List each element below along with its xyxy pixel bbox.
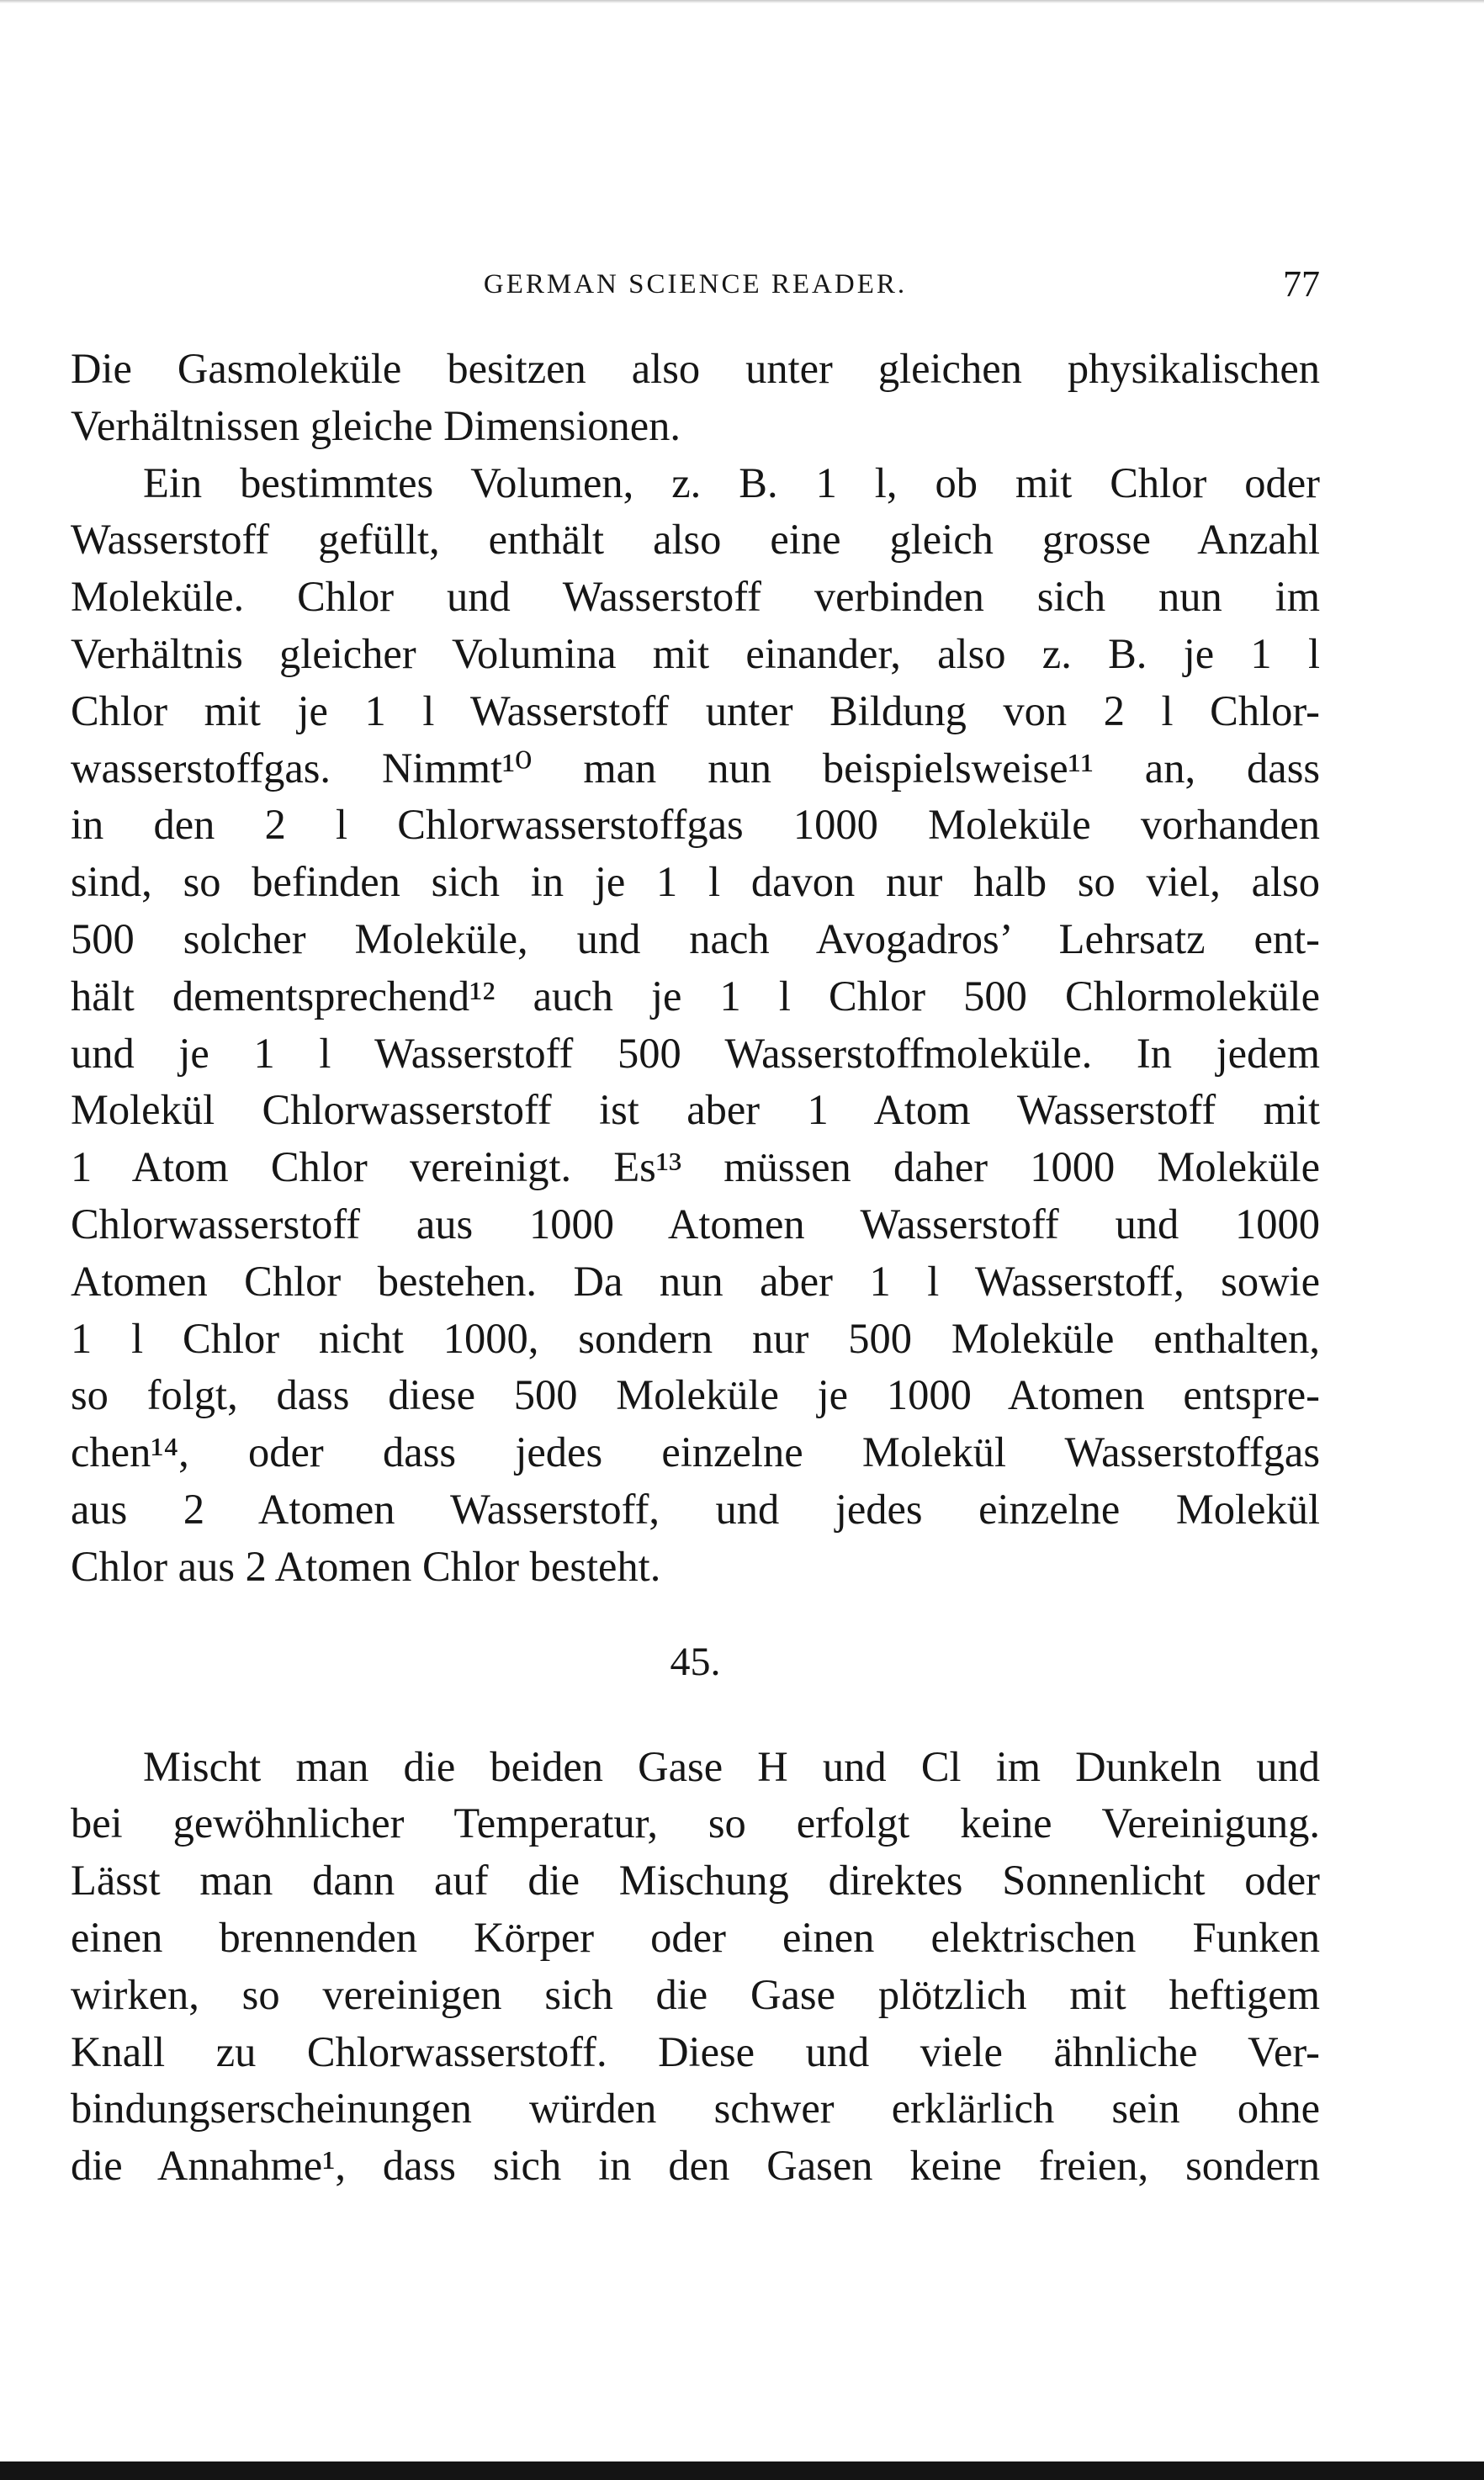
text-line: und je 1 l Wasserstoff 500 Wasserstoffmoleküle. In jedem	[71, 1029, 1320, 1077]
text-line: die Annahme¹, dass sich in den Gasen keine freien, sondern	[71, 2142, 1320, 2190]
paragraph-1	[71, 341, 1320, 455]
text-line: Molekül Chlorwasserstoff ist aber 1 Atom Wasserstoff mit	[71, 1086, 1320, 1134]
section-number: 45.	[670, 1639, 721, 1684]
text-line: Moleküle. Chlor und Wasserstoff verbinden sich nun im	[71, 573, 1320, 621]
text-line: chen¹⁴, oder dass jedes einzelne Molekül Wasserstoffgas	[71, 1428, 1320, 1476]
text-line: Knall zu Chlorwasserstoff. Diese und viele ähnliche Ver-	[71, 2027, 1320, 2075]
text-line: Atomen Chlor bestehen. Da nun aber 1 l Wasserstoff, sowie	[71, 1257, 1320, 1305]
text-line: 500 solcher Moleküle, und nach Avogadros’ Lehrsatz ent-	[71, 914, 1320, 962]
text-line: Chlor mit je 1 l Wasserstoff unter Bildung von 2 l Chlor-	[71, 686, 1320, 734]
page-top-edge	[0, 0, 1484, 3]
page-header	[71, 262, 1320, 313]
text-line: Die Gasmoleküle besitzen also unter gleichen physikalischen	[71, 345, 1320, 392]
text-line: Verhältnis gleicher Volumina mit einander, also z. B. je 1 l	[71, 629, 1320, 677]
text-line: Verhältnissen gleiche Dimensionen.	[71, 401, 681, 449]
page-bottom-edge	[0, 2461, 1484, 2480]
paragraph-3	[71, 1739, 1320, 2195]
text-line: so folgt, dass diese 500 Moleküle je 1000 Atomen entspre-	[71, 1371, 1320, 1419]
text-line: Chlor aus 2 Atomen Chlor besteht.	[71, 1542, 661, 1590]
text-line: Mischt man die beiden Gase H und Cl im Dunkeln und	[143, 1742, 1320, 1790]
text-line: Chlorwasserstoff aus 1000 Atomen Wasserstoff und 1000	[71, 1200, 1320, 1248]
paragraph-2	[71, 455, 1320, 1596]
running-head: GERMAN SCIENCE READER.	[483, 269, 908, 299]
text-line: wirken, so vereinigen sich die Gase plötzlich mit heftigem	[71, 1970, 1320, 2018]
text-line: Wasserstoff gefüllt, enthält also eine gleich grosse Anzahl	[71, 516, 1320, 564]
text-line: 1 l Chlor nicht 1000, sondern nur 500 Moleküle enthalten,	[71, 1314, 1320, 1362]
text-line: Ein bestimmtes Volumen, z. B. 1 l, ob mit Chlor oder	[143, 458, 1320, 506]
text-line: bei gewöhnlicher Temperatur, so erfolgt keine Vereinigung.	[71, 1799, 1320, 1847]
text-line: hält dementsprechend¹² auch je 1 l Chlor 500 Chlormoleküle	[71, 972, 1320, 1020]
text-line: bindungserscheinungen würden schwer erklärlich sein ohne	[71, 2085, 1320, 2133]
page-number: 77	[1283, 263, 1320, 305]
text-line: 1 Atom Chlor vereinigt. Es¹³ müssen daher 1000 Moleküle	[71, 1143, 1320, 1191]
text-line: Lässt man dann auf die Mischung direktes Sonnenlicht oder	[71, 1857, 1320, 1905]
text-line: wasserstoffgas. Nimmt¹⁰ man nun beispielsweise¹¹ an, dass	[71, 744, 1320, 792]
text-line: einen brennenden Körper oder einen elektrischen Funken	[71, 1913, 1320, 1961]
body-text	[71, 341, 1320, 2195]
text-line: sind, so befinden sich in je 1 l davon nur halb so viel, also	[71, 858, 1320, 906]
text-line: aus 2 Atomen Wasserstoff, und jedes einzelne Molekül	[71, 1485, 1320, 1533]
text-line: in den 2 l Chlorwasserstoffgas 1000 Moleküle vorhanden	[71, 801, 1320, 849]
